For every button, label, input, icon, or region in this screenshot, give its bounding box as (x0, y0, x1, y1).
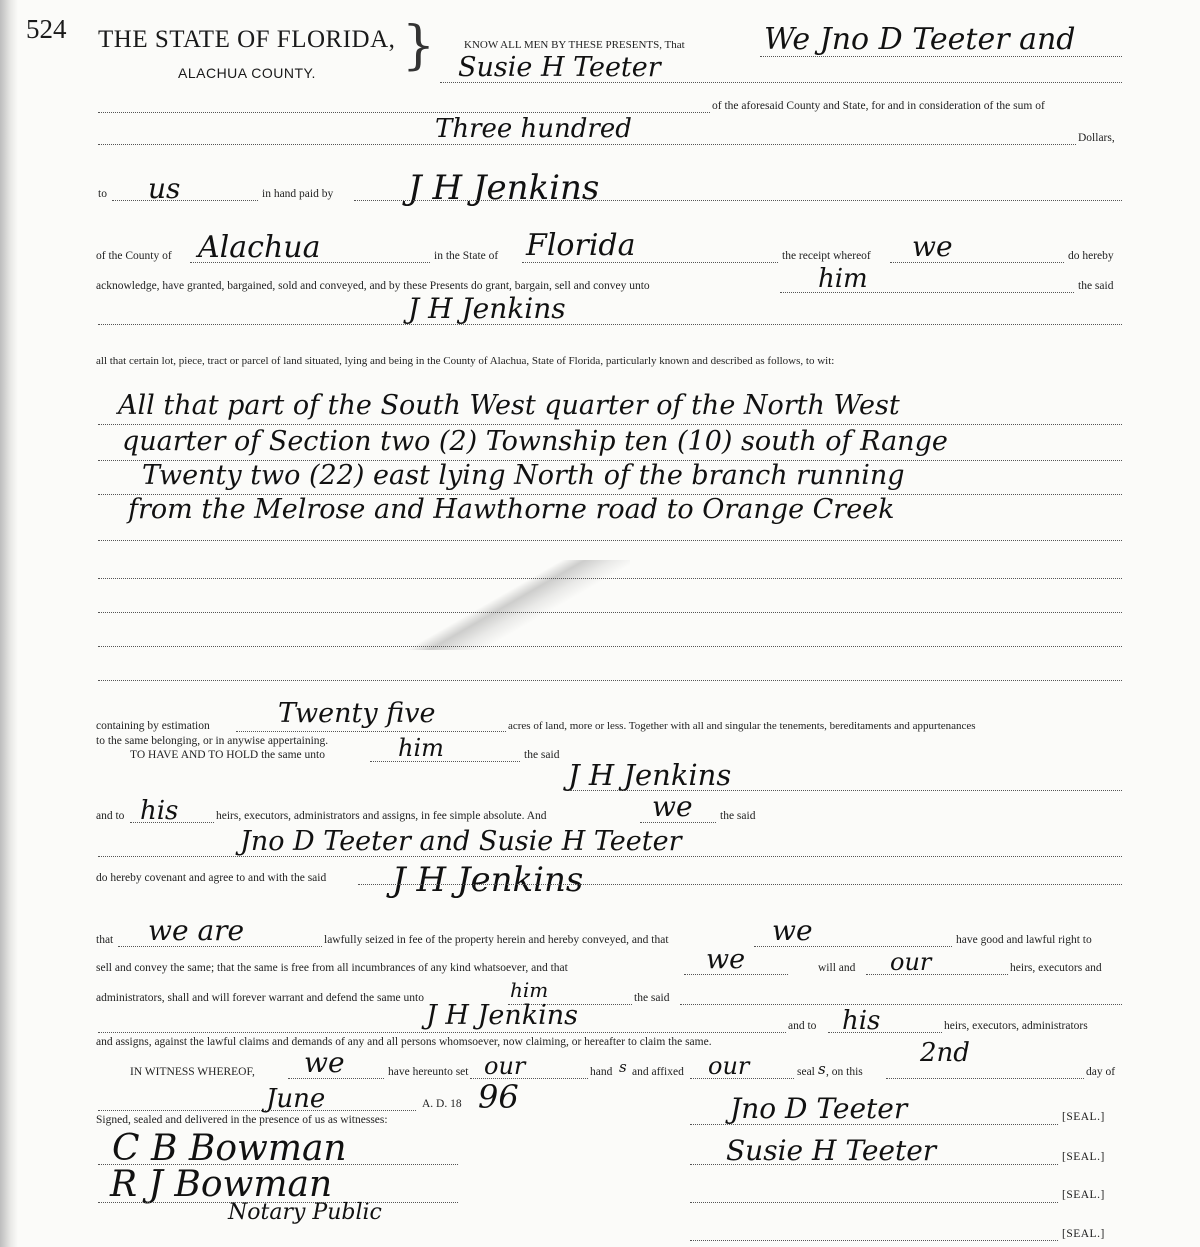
line-desc-4 (98, 540, 1122, 541)
acknowledge-text: acknowledge, have granted, bargained, sold and conveyed, and by these Presents do grant, bargain, sell and convey unto (96, 280, 650, 292)
hw-description-3: Twenty two (22) east lying North of the branch running (142, 460, 905, 491)
hw-description-4: from the Melrose and Hawthorne road to Orange Creek (128, 494, 895, 525)
line-to (112, 200, 258, 201)
to-text: to (98, 188, 107, 200)
line-and-that-we (754, 946, 952, 947)
blank-line (98, 680, 1122, 681)
hw-witness-2: R J Bowman (110, 1164, 333, 1205)
heirs-admin-text: heirs, executors, administrators (944, 1020, 1088, 1032)
hw-and-we: we (652, 790, 693, 823)
line-acres (236, 731, 506, 732)
same-belonging-text: to the same belonging, or in anywise appertaining. (96, 735, 329, 747)
line-signature-1 (690, 1124, 1058, 1125)
day-of-text: day of (1086, 1066, 1116, 1078)
the-said-1-text: the said (1078, 280, 1114, 292)
hw-grantors-2: Susie H Teeter (458, 52, 661, 83)
seal-text: seal (797, 1066, 815, 1078)
line-grantors-full (98, 856, 1122, 857)
line-our (866, 974, 1008, 975)
and-to-text: and to (96, 810, 125, 822)
that-text: that (96, 934, 114, 946)
affixed-text: and affixed (632, 1066, 684, 1078)
hw-seals-our: our (708, 1052, 750, 1080)
the-said-2-text: the said (524, 749, 560, 761)
the-said-4-text: the said (634, 992, 670, 1004)
hw-unto: him (818, 264, 868, 294)
hw-grantors-full: Jno D Teeter and Susie H Teeter (240, 826, 682, 857)
seal-label-3: [SEAL.] (1062, 1189, 1105, 1201)
line-grantors-2 (440, 82, 1122, 83)
line-and-to (130, 822, 214, 823)
line-the-said-4 (680, 1004, 1122, 1005)
line-state (522, 262, 778, 263)
hw-witness-1: C B Bowman (112, 1128, 347, 1169)
hw-description-2: quarter of Section two (2) Township ten (10) south of Range (122, 426, 948, 457)
receipt-text: the receipt whereof (782, 250, 871, 262)
hw-our: our (890, 948, 932, 976)
line-that-we-are (118, 946, 322, 947)
line-grantee (98, 324, 1122, 325)
to-have-text: TO HAVE AND TO HOLD the same unto (130, 749, 325, 761)
hw-defend-unto: him (510, 978, 549, 1002)
line-and-that-we-2 (684, 974, 788, 975)
covenant-text: do hereby covenant and agree to and with the said (96, 872, 327, 884)
seal-label-1: [SEAL.] (1062, 1111, 1105, 1123)
hw-grantors-1: We Jno D Teeter and (764, 22, 1076, 57)
heirs-fee-text: heirs, executors, administrators and assigns, in fee simple absolute. And (216, 810, 547, 822)
hw-notary: Notary Public (228, 1200, 382, 1225)
line-receipt (890, 262, 1064, 263)
acres-text: acres of land, more or less. Together with all and singular the tenements, bereditaments and appurtenances (508, 720, 976, 732)
sell-convey-text: sell and convey the same; that the same is free from all incumbrances of any kind whatsoever, and that (96, 962, 568, 974)
hw-acres: Twenty five (278, 698, 436, 729)
line-signature-2 (690, 1164, 1058, 1165)
hw-signature-1: Jno D Teeter (730, 1092, 908, 1125)
know-all-text: KNOW ALL MEN BY THESE PRESENTS, That (464, 39, 685, 51)
hw-and-that-we: we (772, 914, 813, 947)
brace: } (402, 16, 436, 76)
county-title: ALACHUA COUNTY. (178, 65, 316, 81)
line-paid-by (354, 200, 1122, 201)
ad-text: A. D. 18 (422, 1098, 462, 1110)
hw-and-to: his (140, 796, 179, 826)
line-hold-unto (370, 761, 520, 762)
hw-and-that-we-2: we (706, 944, 746, 975)
hw-defend-said: J H Jenkins (426, 1000, 578, 1031)
dollars-text: Dollars, (1078, 132, 1115, 144)
line-month (98, 1110, 416, 1111)
hw-witness-our: our (484, 1052, 526, 1080)
assigns-against-text: and assigns, against the lawful claims and demands of any and all persons whomsoever, now claiming, or hereafter to claim the same. (96, 1036, 712, 1048)
hw-hold-unto: him (398, 734, 444, 762)
in-witness-text: IN WITNESS WHEREOF, (130, 1066, 255, 1078)
line-grantors-1 (760, 56, 1122, 57)
hw-description-1: All that part of the South West quarter of the North West (118, 390, 900, 421)
line-signature-4 (690, 1240, 1058, 1241)
line-and-we (640, 822, 716, 823)
state-title: THE STATE OF FLORIDA, (98, 26, 396, 53)
hw-paid-by: J H Jenkins (408, 168, 600, 208)
line-defend-said (98, 1032, 786, 1033)
line-covenant-with (358, 884, 1122, 885)
do-hereby-text: do hereby (1068, 250, 1114, 262)
line-desc-1 (98, 424, 1122, 425)
scan-edge-shadow (0, 0, 18, 1247)
heirs-exec-text: heirs, executors and (1010, 962, 1102, 974)
administrators-text: administrators, shall and will forever warrant and defend the same unto (96, 992, 424, 1004)
hw-amount: Three hundred (435, 114, 632, 144)
have-hereunto-text: have hereunto set (388, 1066, 469, 1078)
line-heirs-his (828, 1032, 942, 1033)
hw-witness-we: we (304, 1046, 345, 1079)
hw-hands-s: s (619, 1058, 627, 1076)
hw-state: Florida (526, 228, 636, 263)
seal-label-4: [SEAL.] (1062, 1228, 1105, 1240)
all-that-text: all that certain lot, piece, tract or parcel of land situated, lying and being in the County of Alachua, State of Florida, particularly known and described as follows, to wit: (96, 355, 835, 367)
hw-day: 2nd (920, 1038, 970, 1068)
blank-line (98, 578, 1122, 579)
aforesaid-text: of the aforesaid County and State, for and in consideration of the sum of (712, 100, 1045, 112)
hw-that-we-are: we are (148, 914, 245, 947)
line-day (886, 1078, 1084, 1079)
on-this-text: , on this (826, 1066, 863, 1078)
hand-text: hand (590, 1066, 613, 1078)
line-witness-we (288, 1078, 384, 1079)
line-signature-3 (690, 1202, 1058, 1203)
line-seals-our (690, 1078, 794, 1079)
hw-receipt-by: we (912, 230, 953, 263)
scan-smudge (400, 560, 630, 650)
line-county (190, 262, 430, 263)
hw-county: Alachua (198, 230, 321, 265)
hw-seals-s: s (818, 1060, 826, 1078)
have-good-text: have good and lawful right to (956, 934, 1092, 946)
the-said-3-text: the said (720, 810, 756, 822)
and-to-2-text: and to (788, 1020, 817, 1032)
hw-covenant-with: J H Jenkins (392, 860, 584, 900)
line-amount (98, 144, 1076, 145)
hw-signature-2: Susie H Teeter (726, 1134, 937, 1167)
hw-grantee: J H Jenkins (408, 292, 566, 325)
line-aforesaid (98, 112, 710, 113)
hw-month: June (266, 1084, 326, 1114)
hw-hold-said: J H Jenkins (568, 758, 732, 792)
lawfully-text: lawfully seized in fee of the property herein and hereby conveyed, and that (324, 934, 669, 946)
line-unto (780, 292, 1074, 293)
hw-year-suffix: 96 (478, 1078, 519, 1116)
blank-line (98, 646, 1122, 647)
hw-to-whom: us (148, 172, 181, 205)
will-and-text: will and (818, 962, 856, 974)
in-hand-paid-text: in hand paid by (262, 188, 334, 200)
page-number: 524 (26, 14, 67, 44)
blank-line (98, 612, 1122, 613)
containing-text: containing by estimation (96, 720, 210, 732)
in-state-text: in the State of (434, 250, 499, 262)
hw-heirs-his: his (842, 1006, 881, 1036)
of-county-text: of the County of (96, 250, 172, 262)
signed-sealed-text: Signed, sealed and delivered in the presence of us as witnesses: (96, 1114, 388, 1126)
seal-label-2: [SEAL.] (1062, 1151, 1105, 1163)
